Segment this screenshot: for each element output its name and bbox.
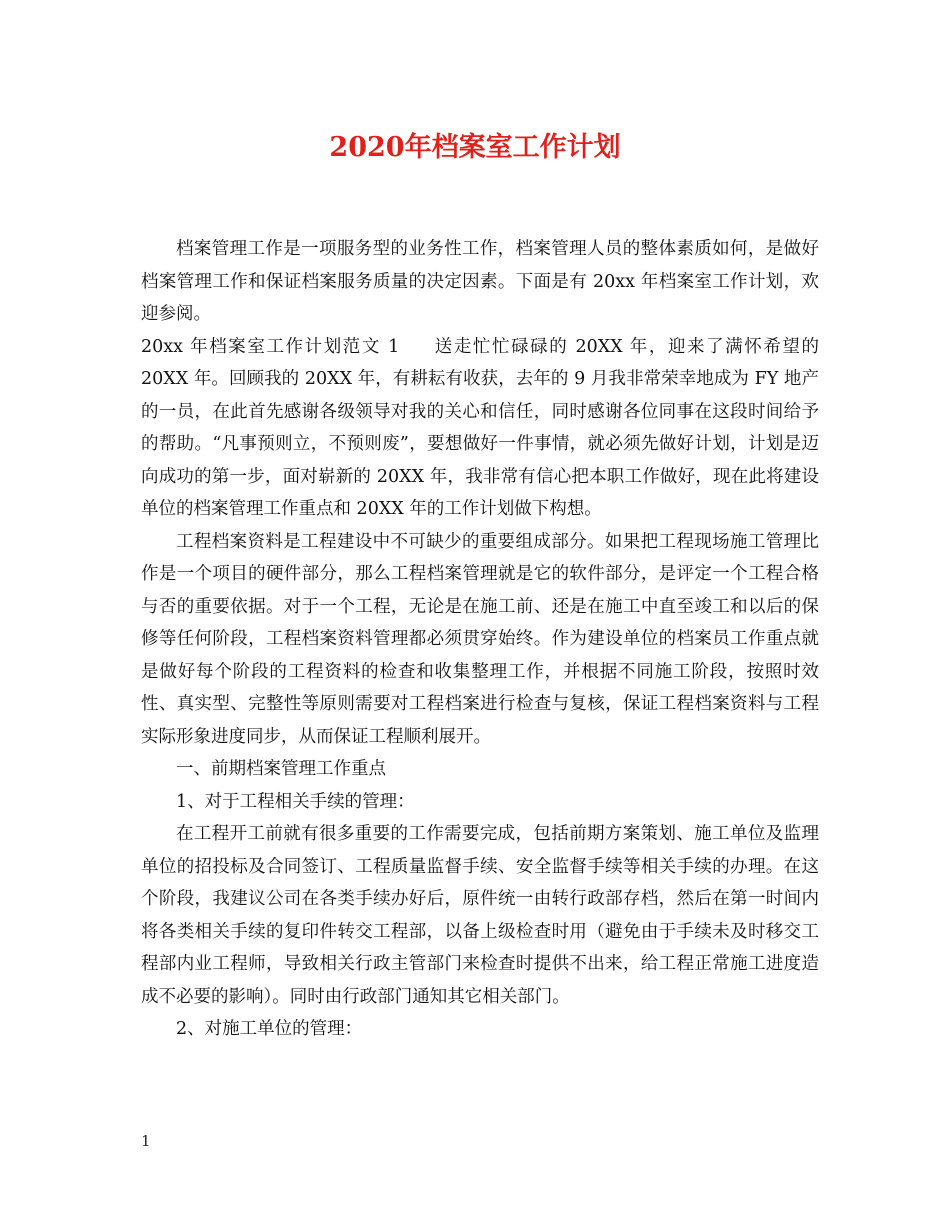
item-heading-2: 2、对施工单位的管理： <box>176 1019 363 1039</box>
engineering-archive-paragraph: 工程档案资料是工程建设中不可缺少的重要组成部分。如果把工程现场施工管理比作是一个项目的硬件部分，那么工程档案管理就是它的软件部分，是评定一个工程合格与否的重要依据。对于一个工程，无论是在施工前、还是在施工中直至竣工和以后的保修等任何阶段，工程档案资料管理都必须贯穿始终。作为建设单位的档案员工作重点就是做好每个阶段的工程资料的检查和收集整理工作，并根据不同施工阶段，按照时效性、真实型、完整性等原则需要对工程档案进行检查与复核，保证工程档案资料与工程实际形象进度同步，从而保证工程顺利展开。 <box>141 531 819 747</box>
document-title: 2020年档案室工作计划 <box>329 132 621 163</box>
sample-text: 送走忙忙碌碌的 20XX 年，迎来了满怀希望的 20XX 年。回顾我的 20XX 年，有耕耘有收获，去年的 9 月我非常荣幸地成为 FY 地产的一员，在此首先感谢各级领导对我的关心和信任，同时感谢各位同事在这段时间给予的帮助。“凡事预则立，不预则废”，要想做好一件事情，就必须先做好计划，计划是迈向成功的第一步，面对崭新的 20XX 年，我非常有信心把本职工作做好，现在此将建设单位的档案管理工作重点和 20XX 年的工作计划做下构想。 <box>141 336 819 519</box>
procedures-paragraph: 在工程开工前就有很多重要的工作需要完成，包括前期方案策划、施工单位及监理单位的招投标及合同签订、工程质量监督手续、安全监督手续等相关手续的办理。在这个阶段，我建议公司在各类手续办好后，原件统一由转行政部存档，然后在第一时间内将各类相关手续的复印件转交工程部，以备上级检查时用（避免由于手续未及时移交工程部内业工程师，导致相关行政主管部门来检查时提供不出来，给工程正常施工进度造成不必要的影响）。同时由行政部门通知其它相关部门。 <box>141 824 819 1007</box>
section-heading-1: 一、前期档案管理工作重点 <box>176 759 386 779</box>
document-body <box>141 233 819 1046</box>
item-heading-1: 1、对于工程相关手续的管理： <box>176 791 415 812</box>
sample-paragraph <box>141 331 819 526</box>
intro-paragraph: 档案管理工作是一项服务型的业务性工作，档案管理人员的整体素质如何，是做好档案管理工作和保证档案服务质量的决定因素。下面是有 20xx 年档案室工作计划，欢迎参阅。 <box>141 239 819 324</box>
sample-heading: 20xx 年档案室工作计划范文 1 <box>141 336 400 357</box>
page-number: 1 <box>141 1132 151 1150</box>
